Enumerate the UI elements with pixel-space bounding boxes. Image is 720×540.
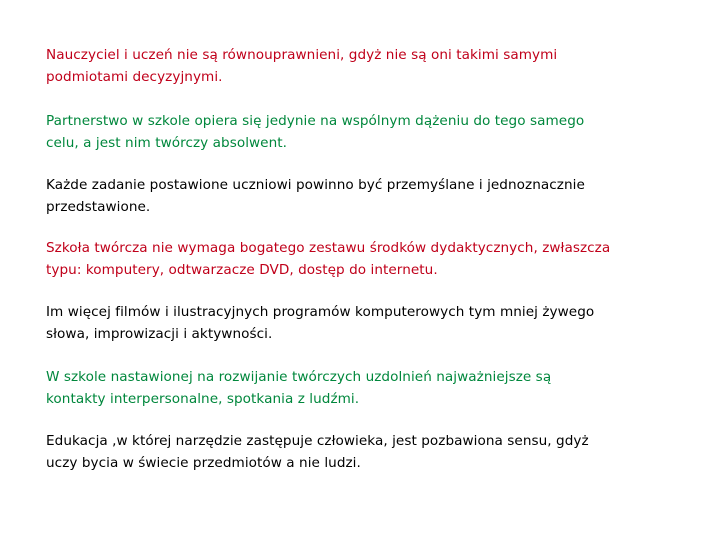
statement-4-line-2: typu: komputery, odtwarzacze DVD, dostęp do internetu. <box>46 262 438 278</box>
statement-2-line-1: Partnerstwo w szkole opiera się jedynie na wspólnym dążeniu do tego samego <box>46 113 585 129</box>
statement-5-line-2: słowa, improwizacji i aktywności. <box>46 326 273 342</box>
statement-5 <box>46 301 686 345</box>
statement-3-line-2: przedstawione. <box>46 199 151 215</box>
statement-1 <box>46 44 686 88</box>
statement-4-line-1: Szkoła twórcza nie wymaga bogatego zestawu środków dydaktycznych, zwłaszcza <box>46 240 611 256</box>
statement-1-line-2: podmiotami decyzyjnymi. <box>46 69 223 85</box>
statement-6-line-2: kontakty interpersonalne, spotkania z ludźmi. <box>46 391 360 407</box>
statement-3 <box>46 174 686 218</box>
statement-6 <box>46 366 686 410</box>
statement-3-line-1: Każde zadanie postawione uczniowi powinno być przemyślane i jednoznacznie <box>46 177 585 193</box>
statement-7-line-2: uczy bycia w świecie przedmiotów a nie ludzi. <box>46 455 361 471</box>
statement-2 <box>46 110 686 154</box>
statement-4 <box>46 237 686 281</box>
statement-7 <box>46 430 686 474</box>
statement-5-line-1: Im więcej filmów i ilustracyjnych programów komputerowych tym mniej żywego <box>46 304 595 320</box>
statement-6-line-1: W szkole nastawionej na rozwijanie twórczych uzdolnień najważniejsze są <box>46 369 552 385</box>
statement-2-line-2: celu, a jest nim twórczy absolwent. <box>46 135 288 151</box>
statement-7-line-1: Edukacja ,w której narzędzie zastępuje człowieka, jest pozbawiona sensu, gdyż <box>46 433 589 449</box>
statement-1-line-1: Nauczyciel i uczeń nie są równouprawnieni, gdyż nie są oni takimi samymi <box>46 47 558 63</box>
